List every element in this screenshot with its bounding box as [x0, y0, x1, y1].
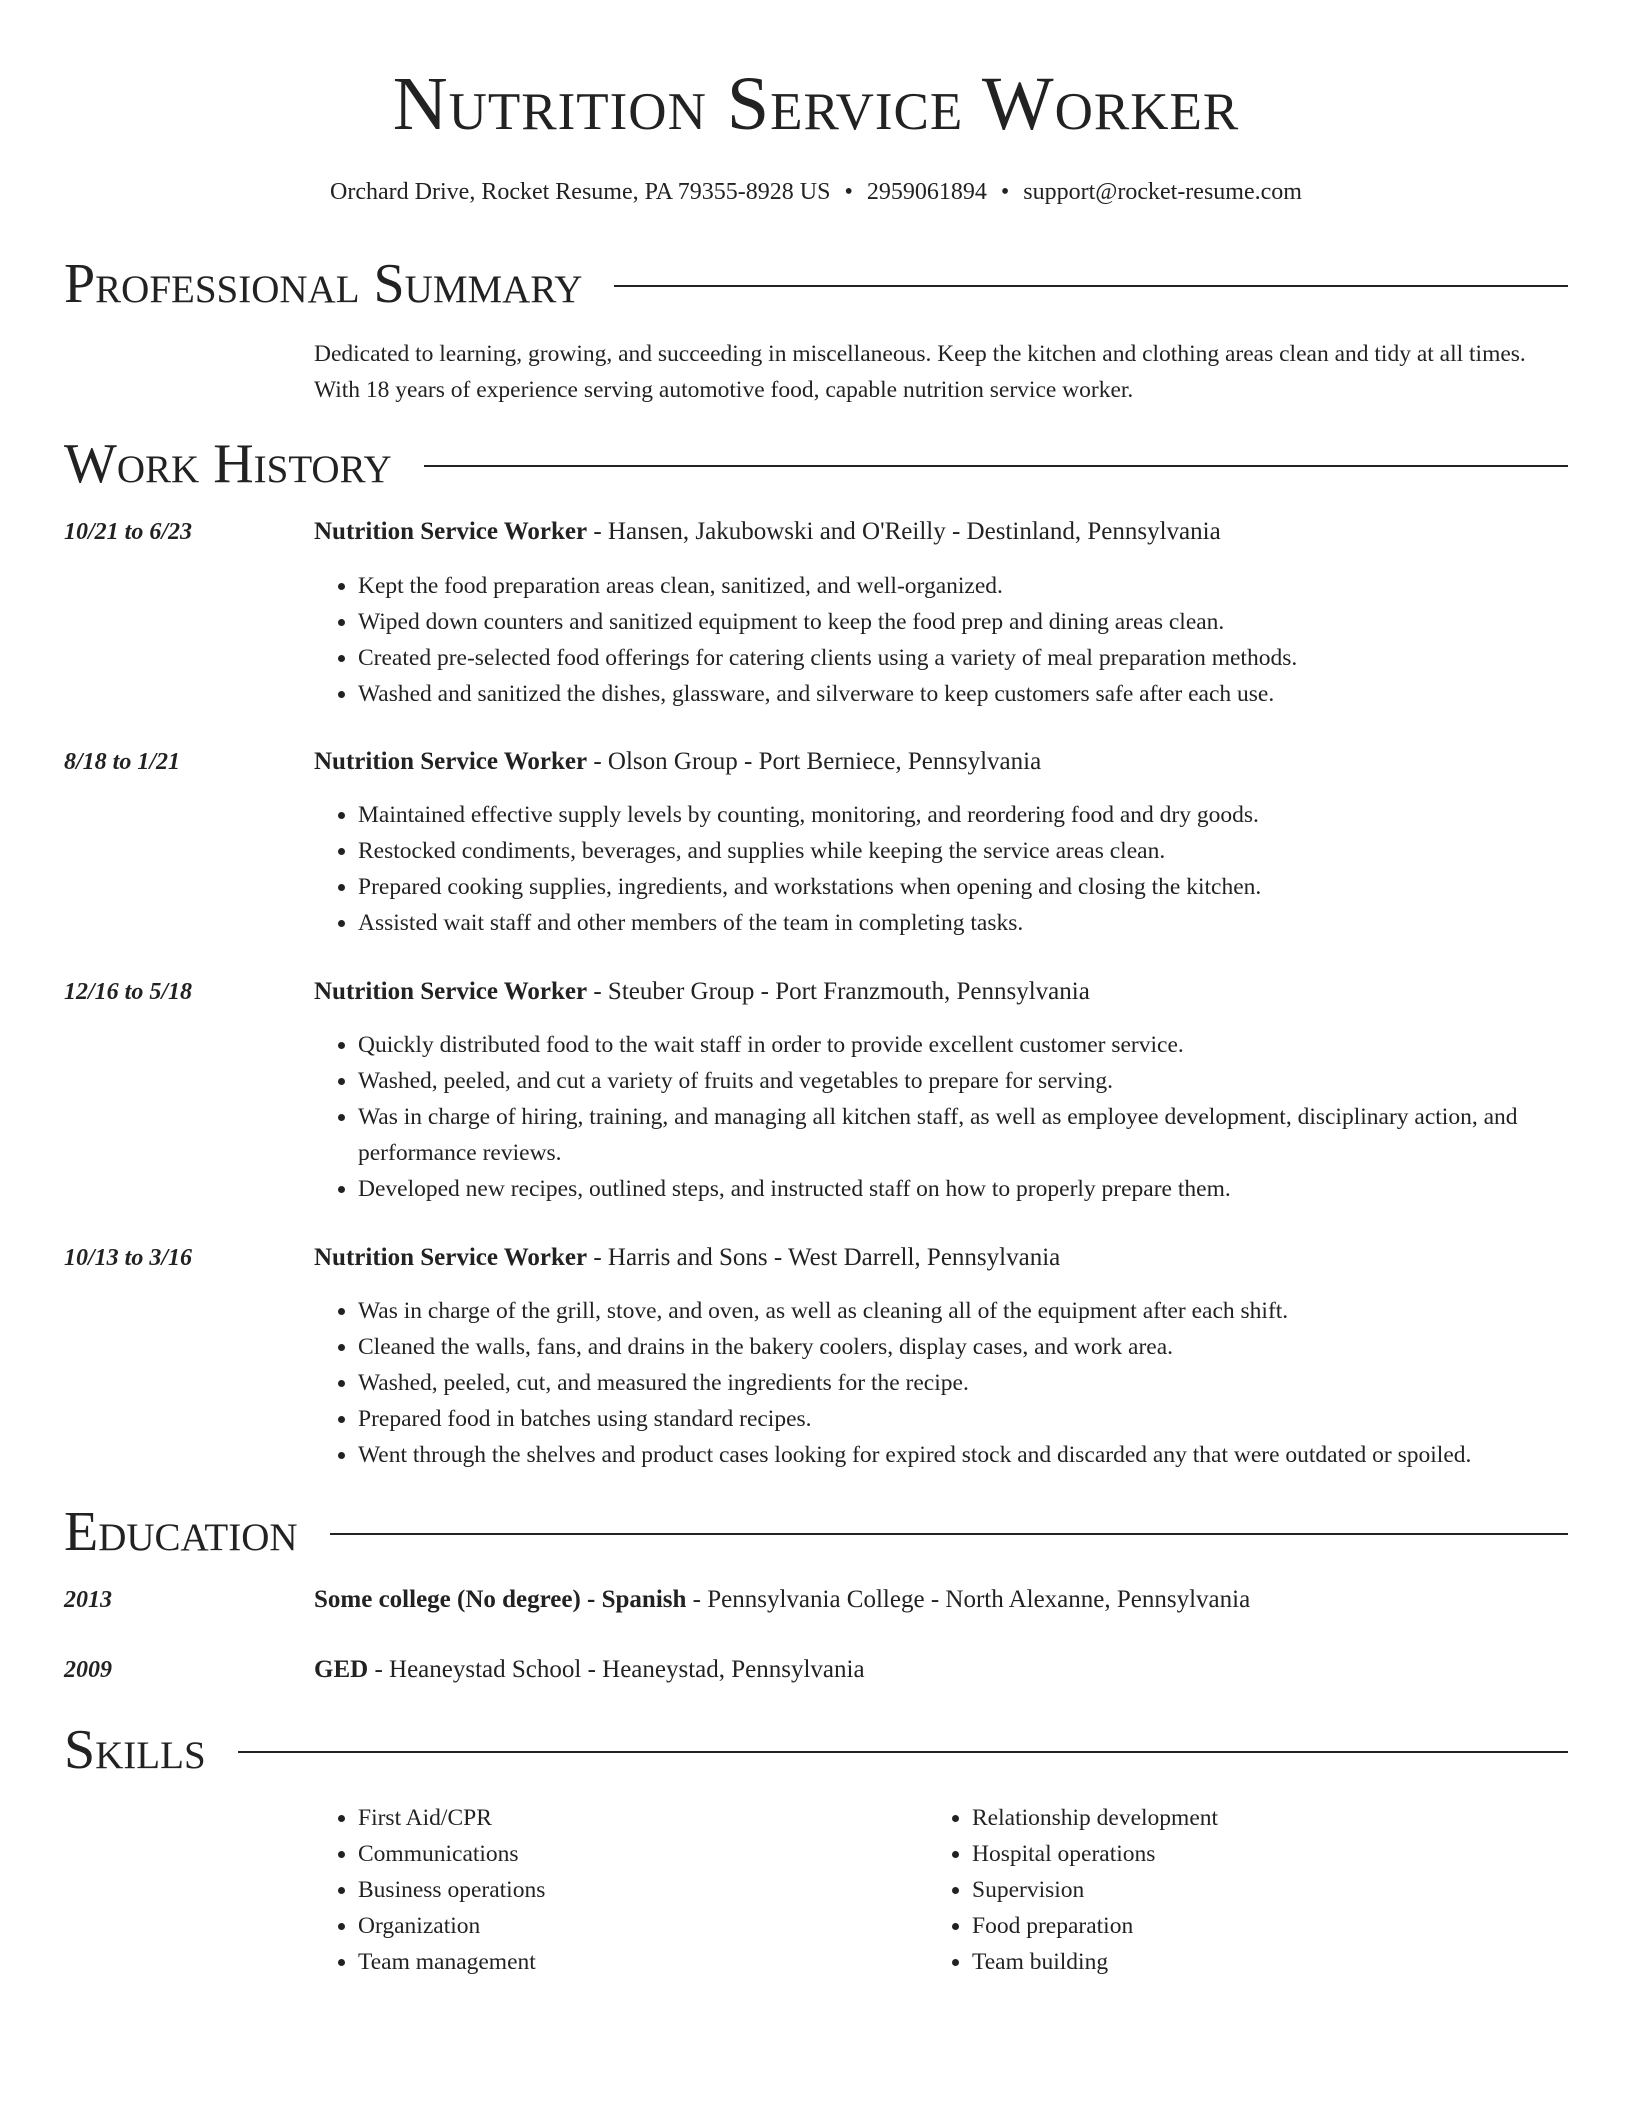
job-dates: 10/13 to 3/16 — [64, 1245, 193, 1271]
skill-item: • First Aid/CPR — [358, 1800, 918, 1836]
job-duty: • Kept the food preparation areas clean, sanitized, and well-organized. — [358, 568, 1568, 604]
education-line — [314, 1654, 865, 1686]
contact-line — [0, 176, 1632, 208]
job-duty: • Prepared cooking supplies, ingredients, and workstations when opening and closing the kitchen. — [358, 869, 1568, 905]
education-degree: Some college (No degree) - Spanish — [314, 1586, 687, 1613]
skills-list-left — [314, 1800, 918, 1980]
job-dates: 12/16 to 5/18 — [64, 979, 193, 1005]
job-title-line — [314, 1242, 1060, 1274]
job-employer: - Hansen, Jakubowski and O'Reilly - Destinland, Pennsylvania — [587, 518, 1221, 545]
education-school: - Heaneystad School - Heaneystad, Pennsylvania — [368, 1656, 865, 1683]
section-divider — [424, 465, 1568, 467]
job-employer: - Olson Group - Port Berniece, Pennsylvania — [587, 748, 1042, 775]
contact-address: Orchard Drive, Rocket Resume, PA 79355-8928 US — [330, 179, 831, 205]
job-title: Nutrition Service Worker — [314, 748, 588, 775]
education-line — [314, 1584, 1250, 1616]
job-duty: • Went through the shelves and product cases looking for expired stock and discarded any that were outdated or spoiled. — [358, 1437, 1568, 1473]
job-duty: • Maintained effective supply levels by counting, monitoring, and reordering food and dry goods. — [358, 797, 1568, 833]
summary-heading: Professional Summary — [64, 253, 583, 315]
work-heading: Work History — [64, 433, 392, 495]
skills-list-right — [928, 1800, 1532, 1980]
education-year: 2013 — [64, 1587, 112, 1613]
skill-item: • Relationship development — [972, 1800, 1532, 1836]
job-duties-list — [314, 568, 1568, 712]
section-divider — [238, 1751, 1568, 1753]
skill-item: • Supervision — [972, 1872, 1532, 1908]
contact-phone: 2959061894 — [866, 179, 987, 205]
job-duty: • Was in charge of the grill, stove, and oven, as well as cleaning all of the equipment after each shift. — [358, 1293, 1568, 1329]
job-duties-list — [314, 1027, 1568, 1207]
job-title-line — [314, 746, 1041, 778]
job-duty: • Assisted wait staff and other members of the team in completing tasks. — [358, 905, 1568, 941]
contact-email: support@rocket-resume.com — [1023, 179, 1302, 205]
skill-item: • Team building — [972, 1944, 1532, 1980]
education-degree: GED — [314, 1656, 369, 1683]
job-duty: • Restocked condiments, beverages, and supplies while keeping the service areas clean. — [358, 833, 1568, 869]
summary-text: Dedicated to learning, growing, and succeeding in miscellaneous. Keep the kitchen and clothing areas clean and tidy at all times. With 18 years of experience serving automotive food, capable nutrition service worker. — [314, 341, 1526, 403]
job-duty: • Wiped down counters and sanitized equipment to keep the food prep and dining areas clean. — [358, 604, 1568, 640]
work-section-header — [64, 432, 1568, 496]
skill-item: • Business operations — [358, 1872, 918, 1908]
job-employer: - Steuber Group - Port Franzmouth, Pennsylvania — [587, 978, 1090, 1005]
education-year: 2009 — [64, 1657, 112, 1683]
job-title: Nutrition Service Worker — [314, 518, 588, 545]
skills-section-header — [64, 1718, 1568, 1782]
job-duties-list — [314, 1293, 1568, 1473]
contact-separator: • — [1000, 179, 1010, 205]
education-section-header — [64, 1500, 1568, 1564]
job-duty: • Was in charge of hiring, training, and managing all kitchen staff, as well as employee development, disciplinary action, and performance reviews. — [358, 1099, 1568, 1171]
contact-separator: • — [844, 179, 853, 205]
job-duty: • Cleaned the walls, fans, and drains in the bakery coolers, display cases, and work area. — [358, 1329, 1568, 1365]
skill-item: • Hospital operations — [972, 1836, 1532, 1872]
job-duty: • Developed new recipes, outlined steps, and instructed staff on how to properly prepare them. — [358, 1171, 1568, 1207]
skill-item: • Organization — [358, 1908, 918, 1944]
candidate-name: Nutrition Service Worker — [392, 62, 1240, 146]
job-duty: • Prepared food in batches using standard recipes. — [358, 1401, 1568, 1437]
skill-item: • Team management — [358, 1944, 918, 1980]
job-duty: • Washed, peeled, and cut a variety of fruits and vegetables to prepare for serving. — [358, 1063, 1568, 1099]
section-divider — [614, 285, 1568, 287]
job-title: Nutrition Service Worker — [314, 978, 588, 1005]
job-employer: - Harris and Sons - West Darrell, Pennsylvania — [587, 1244, 1061, 1271]
job-duty: • Washed, peeled, cut, and measured the ingredients for the recipe. — [358, 1365, 1568, 1401]
education-heading: Education — [64, 1501, 298, 1563]
job-title-line — [314, 516, 1221, 548]
job-duty: • Washed and sanitized the dishes, glassware, and silverware to keep customers safe after each use. — [358, 676, 1568, 712]
education-school: - Pennsylvania College - North Alexanne, Pennsylvania — [686, 1586, 1251, 1613]
job-title-line — [314, 976, 1090, 1008]
summary-section-header — [64, 252, 1568, 316]
job-duty: • Created pre-selected food offerings for catering clients using a variety of meal preparation methods. — [358, 640, 1568, 676]
job-dates: 8/18 to 1/21 — [64, 749, 181, 775]
section-divider — [330, 1533, 1568, 1535]
skill-item: • Communications — [358, 1836, 918, 1872]
job-duty: • Quickly distributed food to the wait staff in order to provide excellent customer service. — [358, 1027, 1568, 1063]
job-dates: 10/21 to 6/23 — [64, 519, 193, 545]
skills-heading: Skills — [64, 1719, 206, 1781]
job-duties-list — [314, 797, 1568, 941]
job-title: Nutrition Service Worker — [314, 1244, 588, 1271]
skill-item: • Food preparation — [972, 1908, 1532, 1944]
